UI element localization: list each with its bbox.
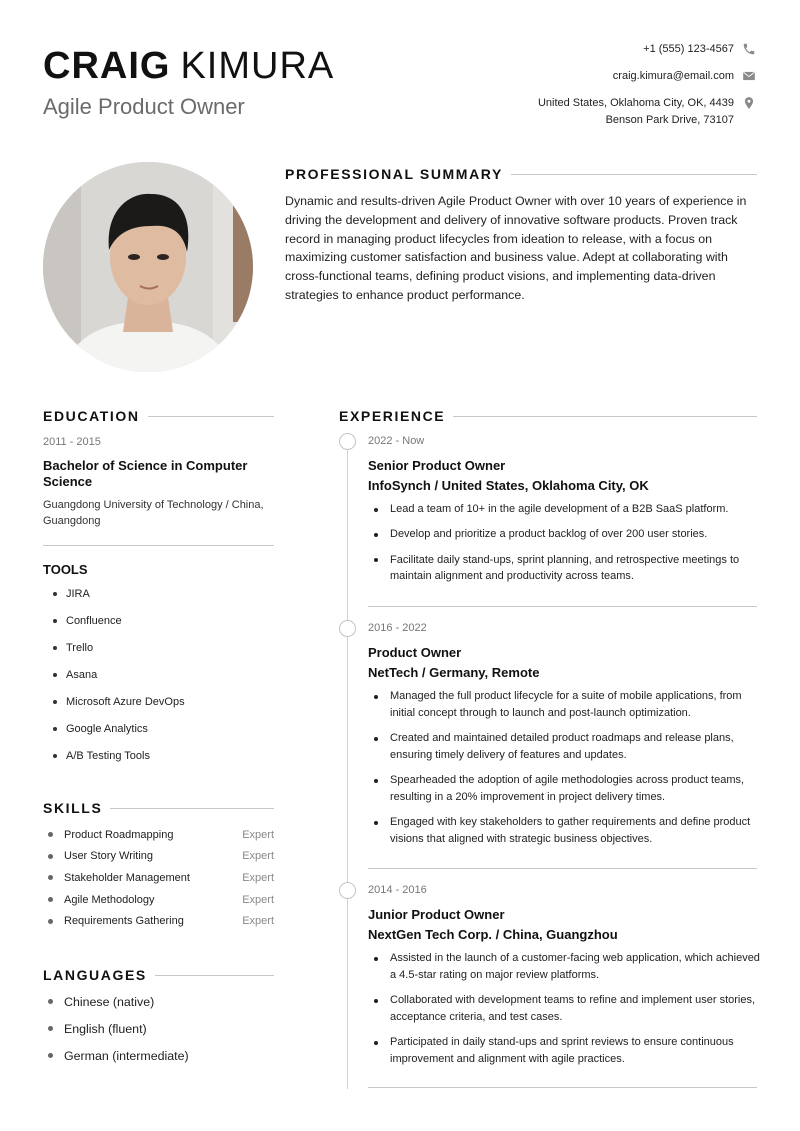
bullet [53, 754, 57, 758]
job-entry [368, 435, 768, 594]
tool-item [43, 661, 274, 688]
job-role: Senior Product Owner [368, 458, 506, 473]
summary-heading [285, 166, 757, 182]
job-bullet [368, 950, 768, 984]
job-bullet-text: Engaged with key stakeholders to gather requirements and define product visions that aligned with strategic business objectives. [390, 816, 751, 846]
tool-item [43, 742, 274, 769]
first-name: CRAIG [43, 45, 171, 87]
bullet [53, 673, 57, 677]
language-item [43, 1042, 274, 1069]
job-dates: 2014 - 2016 [368, 884, 427, 896]
tools-list [43, 580, 274, 769]
tool-item [43, 607, 274, 634]
job-bullet-text: Facilitate daily stand-ups, sprint planning, and retrospective meetings to maintain alignment and productivity across teams. [390, 553, 740, 583]
job-bullets [368, 501, 768, 585]
tool-item [43, 580, 274, 607]
summary-heading-text: PROFESSIONAL SUMMARY [285, 166, 503, 182]
language-label: German (intermediate) [64, 1048, 189, 1063]
bullet [48, 875, 53, 880]
education-entry [43, 436, 274, 529]
divider [43, 545, 274, 546]
tool-label: A/B Testing Tools [66, 749, 150, 762]
phone-icon [742, 42, 756, 56]
education-dates: 2011 - 2015 [43, 436, 101, 448]
job-role: Product Owner [368, 645, 462, 660]
job-bullets [368, 688, 768, 848]
skill-name: Product Roadmapping [64, 828, 174, 841]
tool-label: Confluence [66, 614, 122, 627]
tool-item [43, 634, 274, 661]
heading-rule [110, 808, 274, 809]
bullet [48, 897, 53, 902]
bullet [374, 508, 378, 512]
tool-label: Trello [66, 641, 94, 654]
address-line-2: Benson Park Drive, 73107 [605, 114, 734, 126]
job-bullet-text: Managed the full product lifecycle for a suite of mobile applications, from initial concept through to launch and post-launch optimization. [390, 690, 742, 719]
skills-heading [43, 800, 274, 816]
bullet [374, 695, 378, 699]
job-dates: 2016 - 2022 [368, 622, 427, 634]
email-text: craig.kimura@email.com [612, 70, 734, 82]
job-bullet-text: Participated in daily stand-ups and sprint reviews to ensure continuous improvement and alignment with agile practices. [390, 1036, 734, 1065]
tool-item [43, 688, 274, 715]
languages-list [43, 988, 274, 1069]
heading-rule [511, 174, 757, 175]
experience-heading-text: EXPERIENCE [339, 408, 446, 424]
bullet [374, 737, 378, 741]
education-heading [43, 408, 274, 424]
job-company: InfoSynch / United States, Oklahoma City, OK [368, 478, 649, 493]
language-label: English (fluent) [64, 1021, 147, 1036]
skill-row [43, 910, 274, 932]
map-pin-icon [742, 96, 756, 110]
phone-text: +1 (555) 123-4567 [643, 43, 734, 55]
bullet [53, 646, 57, 650]
candidate-name [43, 44, 334, 88]
job-bullet [368, 1034, 768, 1068]
job-bullet [368, 526, 768, 543]
skill-name: Stakeholder Management [64, 871, 190, 884]
job-bullet-text: Created and maintained detailed product roadmaps and release plans, ensuring timely delivery of features and updates. [390, 732, 734, 761]
contact-phone [643, 41, 756, 58]
bullet [53, 619, 57, 623]
job-company: NextGen Tech Corp. / China, Guangzhou [368, 927, 618, 942]
language-label: Chinese (native) [64, 994, 155, 1009]
heading-rule [155, 975, 274, 976]
job-bullet-text: Spearheaded the adoption of agile methodologies across product teams, resulting in a 20% improvement in project delivery times. [390, 774, 745, 803]
education-school: Guangdong University of Technology / China, Guangdong [43, 499, 264, 527]
job-role: Junior Product Owner [368, 907, 505, 922]
bullet [374, 779, 378, 783]
profile-photo [43, 162, 253, 372]
job-bullet [368, 688, 768, 722]
bullet [48, 999, 53, 1004]
skill-name: User Story Writing [64, 850, 154, 863]
education-degree: Bachelor of Science in Computer Science [43, 458, 248, 489]
job-title: Agile Product Owner [43, 94, 245, 119]
timeline-marker [339, 882, 356, 899]
bullet [53, 727, 57, 731]
divider [368, 1087, 757, 1088]
timeline-line [347, 441, 348, 1089]
job-bullet [368, 552, 768, 586]
skills-heading-text: SKILLS [43, 800, 103, 816]
language-item [43, 1015, 274, 1042]
skill-row [43, 867, 274, 889]
skill-name: Agile Methodology [64, 893, 155, 906]
timeline-marker [339, 620, 356, 637]
tools-heading: TOOLS [43, 562, 88, 577]
job-bullet [368, 501, 768, 518]
skill-level: Expert [242, 915, 274, 928]
job-dates: 2022 - Now [368, 435, 425, 447]
last-name: KIMURA [180, 45, 335, 87]
job-entry [368, 622, 768, 856]
skill-level: Expert [242, 828, 274, 841]
bullet [374, 1041, 378, 1045]
job-company: NetTech / Germany, Remote [368, 665, 540, 680]
tools-section [43, 562, 274, 769]
bullet [48, 919, 53, 924]
job-bullet-text: Develop and prioritize a product backlog of over 200 user stories. [390, 528, 708, 541]
bullet [48, 1026, 53, 1031]
heading-rule [148, 416, 274, 417]
contact-email [613, 68, 756, 85]
bullet [374, 957, 378, 961]
job-bullet [368, 772, 768, 806]
experience-heading [339, 408, 757, 424]
languages-heading [43, 967, 274, 983]
language-item [43, 988, 274, 1015]
job-entry [368, 884, 768, 1076]
skills-list [43, 824, 274, 932]
skill-row [43, 824, 274, 846]
tool-label: Google Analytics [66, 722, 148, 735]
skill-name: Requirements Gathering [64, 915, 184, 928]
skill-level: Expert [242, 850, 274, 863]
languages-heading-text: LANGUAGES [43, 967, 147, 983]
job-bullet-text: Collaborated with development teams to refine and implement user stories, acceptance criteria, and test cases. [390, 994, 756, 1023]
job-bullet-text: Lead a team of 10+ in the agile development of a B2B SaaS platform. [390, 503, 729, 515]
job-bullets [368, 950, 768, 1068]
timeline-marker [339, 433, 356, 450]
skill-row [43, 846, 274, 868]
job-bullet-text: Assisted in the launch of a customer-facing web application, which achieved a 4.5-star rating on major review platforms. [390, 952, 760, 981]
divider [368, 606, 757, 607]
bullet [48, 1053, 53, 1058]
bullet [374, 533, 378, 537]
tool-label: Microsoft Azure DevOps [66, 695, 185, 708]
tool-item [43, 715, 274, 742]
summary-text: Dynamic and results-driven Agile Product Owner with over 10 years of experience in driving the development and delivery of innovative software products. Proven track record in managing product lifecycles from ideation to release, with a focus on maximizing customer satisfaction and business value. Adept at collaborating with cross-functional teams, defining product visions, and implementing data-driven strategies to enhance product performance. [285, 194, 747, 302]
job-bullet [368, 730, 768, 764]
skill-level: Expert [242, 893, 274, 906]
bullet [374, 558, 378, 562]
skill-level: Expert [242, 871, 274, 884]
job-bullet [368, 992, 768, 1026]
bullet [53, 592, 57, 596]
bullet [48, 854, 53, 859]
divider [368, 868, 757, 869]
bullet [48, 832, 53, 837]
education-heading-text: EDUCATION [43, 408, 140, 424]
bullet [53, 700, 57, 704]
skill-row [43, 889, 274, 911]
tool-label: JIRA [66, 587, 90, 600]
portrait-image [43, 162, 253, 372]
envelope-icon [742, 69, 756, 83]
heading-rule [453, 416, 757, 417]
contact-address [538, 95, 756, 129]
address-line-1: United States, Oklahoma City, OK, 4439 [537, 97, 734, 109]
job-bullet [368, 814, 768, 848]
tool-label: Asana [66, 668, 98, 681]
bullet [374, 821, 378, 825]
bullet [374, 999, 378, 1003]
